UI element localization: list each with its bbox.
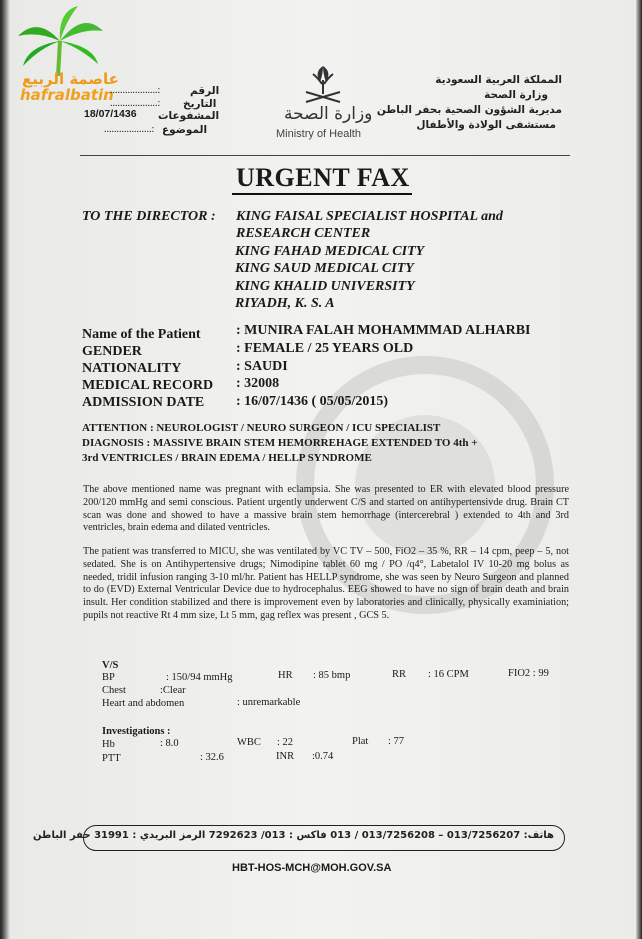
gender-label: GENDER	[82, 344, 142, 359]
recipient-line: KING SAUD MEDICAL CITY	[235, 261, 414, 276]
title-underline	[232, 193, 412, 195]
heart-abdomen-label: Heart and abdomen	[102, 698, 185, 709]
hb-label: Hb	[102, 739, 115, 750]
admission-date-label: ADMISSION DATE	[82, 395, 205, 410]
paragraph-1: The above mentioned name was pregnant with eclampsia. She was presented to ER with elevated blood pressure 200/120 mmHg and semi conscious. Patient urgently underwent C/S and started on antihypertensivde drug. Brain CT scan was done and showed to have a massive brain stem hemorrhage (intercerebral ) extended to 4th and 3rd ventricles, brain edema and dilated ventricles.	[83, 484, 569, 534]
admission-date-value: : 16/07/1436 ( 05/05/2015)	[236, 394, 389, 409]
recipient-line: KING FAISAL SPECIALIST HOSPITAL and	[236, 209, 503, 224]
plat-label: Plat	[352, 736, 369, 747]
document-title: URGENT FAX	[236, 163, 410, 192]
watermark-latin: hafralbatin	[20, 86, 114, 104]
chest-label: Chest	[102, 685, 126, 696]
wbc-value: : 22	[277, 737, 294, 748]
nationality-value: : SAUDI	[236, 359, 288, 374]
recipient-line: RIYADH, K. S. A	[235, 296, 335, 311]
bp-value: : 150/94 mmHg	[166, 672, 233, 683]
recipient-line: RESEARCH CENTER	[236, 226, 371, 241]
moh-arabic: وزارة الصحة	[284, 104, 373, 124]
fio2-value: FIO2 : 99	[508, 668, 549, 679]
gender-value: : FEMALE / 25 YEARS OLD	[236, 341, 414, 356]
attention-line: ATTENTION : NEUROLOGIST / NEURO SURGEON / ICU SPECIALIST	[82, 422, 441, 434]
patient-name-label: Name of the Patient	[82, 327, 201, 342]
field-subject-dots: ...................:	[104, 124, 155, 135]
hr-label: HR	[278, 670, 293, 681]
inr-value: :0.74	[312, 751, 334, 762]
field-attachments-value: 18/07/1436	[84, 108, 137, 120]
bp-label: BP	[102, 672, 115, 683]
watermark-arabic: عاصمة الربيع	[22, 70, 119, 88]
hb-value: : 8.0	[160, 738, 179, 749]
patient-name-value: : MUNIRA FALAH MOHAMMMAD ALHARBI	[236, 323, 531, 338]
paragraph-2: The patient was transferred to MICU, she was ventilated by VC TV – 500, FiO2 – 35 %, RR – 14 cpm, peep – 5, not sedated. She is on Antihypertensive drugs; Nimodipine tablet 60 mg / PO /q4°, Labetalol IV 10-20 mg bolus as needed, tridil infusion ranging 3-10 ml/hr. Patient has HELLP syndrome, she was seen by Neuro Surgeon and planned to do (EVD) External Ventricular Device due to hydrocephalus. EEG showed to have no sign of brain death and brain insult. Her condition stabilized and there is improvement even by laboratories and clinically, physically examiniation; pupils not reactive Rt 4 mm size, Lt 5 mm, gag reflex was present , GCS 5.	[83, 546, 569, 621]
nationality-label: NATIONALITY	[82, 361, 182, 376]
recipient-label: TO THE DIRECTOR :	[82, 209, 216, 224]
moh-english: Ministry of Health	[276, 128, 361, 140]
ptt-value: : 32.6	[200, 752, 224, 763]
heart-abdomen-value: : unremarkable	[237, 697, 301, 708]
investigations-heading: Investigations :	[102, 726, 171, 737]
field-number-label: الرقم	[190, 85, 220, 97]
field-number-dots: ...................:	[110, 85, 161, 96]
rr-label: RR	[392, 669, 407, 680]
header-line-2: وزارة الصحة	[484, 89, 548, 101]
plat-value: : 77	[388, 736, 405, 747]
medical-record-label: MEDICAL RECORD	[82, 378, 214, 393]
field-attachments-label: المشفوعات	[158, 110, 220, 122]
vitals-heading: V/S	[102, 660, 119, 671]
chest-value: :Clear	[160, 685, 186, 696]
diagnosis-line-2: 3rd VENTRICLES / BRAIN EDEMA / HELLP SYNDROME	[82, 452, 372, 464]
field-subject-label: الموضوع	[162, 124, 208, 136]
diagnosis-line: DIAGNOSIS : MASSIVE BRAIN STEM HEMORREHAGE EXTENDED TO 4th +	[82, 437, 478, 449]
recipient-line: KING KHALID UNIVERSITY	[235, 279, 415, 294]
field-date-dots: ...................:	[110, 98, 161, 109]
field-date-label: التاريخ	[183, 98, 217, 110]
medical-record-value: : 32008	[236, 376, 280, 391]
recipient-line: KING FAHAD MEDICAL CITY	[235, 244, 425, 259]
rr-value: : 16 CPM	[428, 669, 469, 680]
footer-email: HBT-HOS-MCH@MOH.GOV.SA	[232, 862, 392, 874]
header-line-1: المملكة العربية السعودية	[435, 74, 562, 86]
page-edge	[636, 0, 642, 939]
header-line-3: مديرية الشؤون الصحية بحفر الباطن	[376, 104, 562, 116]
inr-label: INR	[276, 751, 295, 762]
footer-contact: هاتف: 013/7256207 – 013/7256208 / 013 فاكس : 013/ 7292623 الرمز البريدي : 31991 حفر الباطن	[33, 830, 554, 841]
wbc-label: WBC	[237, 737, 261, 748]
header-line-4: مستشفى الولادة والأطفال	[416, 119, 556, 131]
header-divider	[80, 155, 570, 156]
ptt-label: PTT	[102, 753, 121, 764]
hr-value: : 85 bmp	[313, 670, 351, 681]
